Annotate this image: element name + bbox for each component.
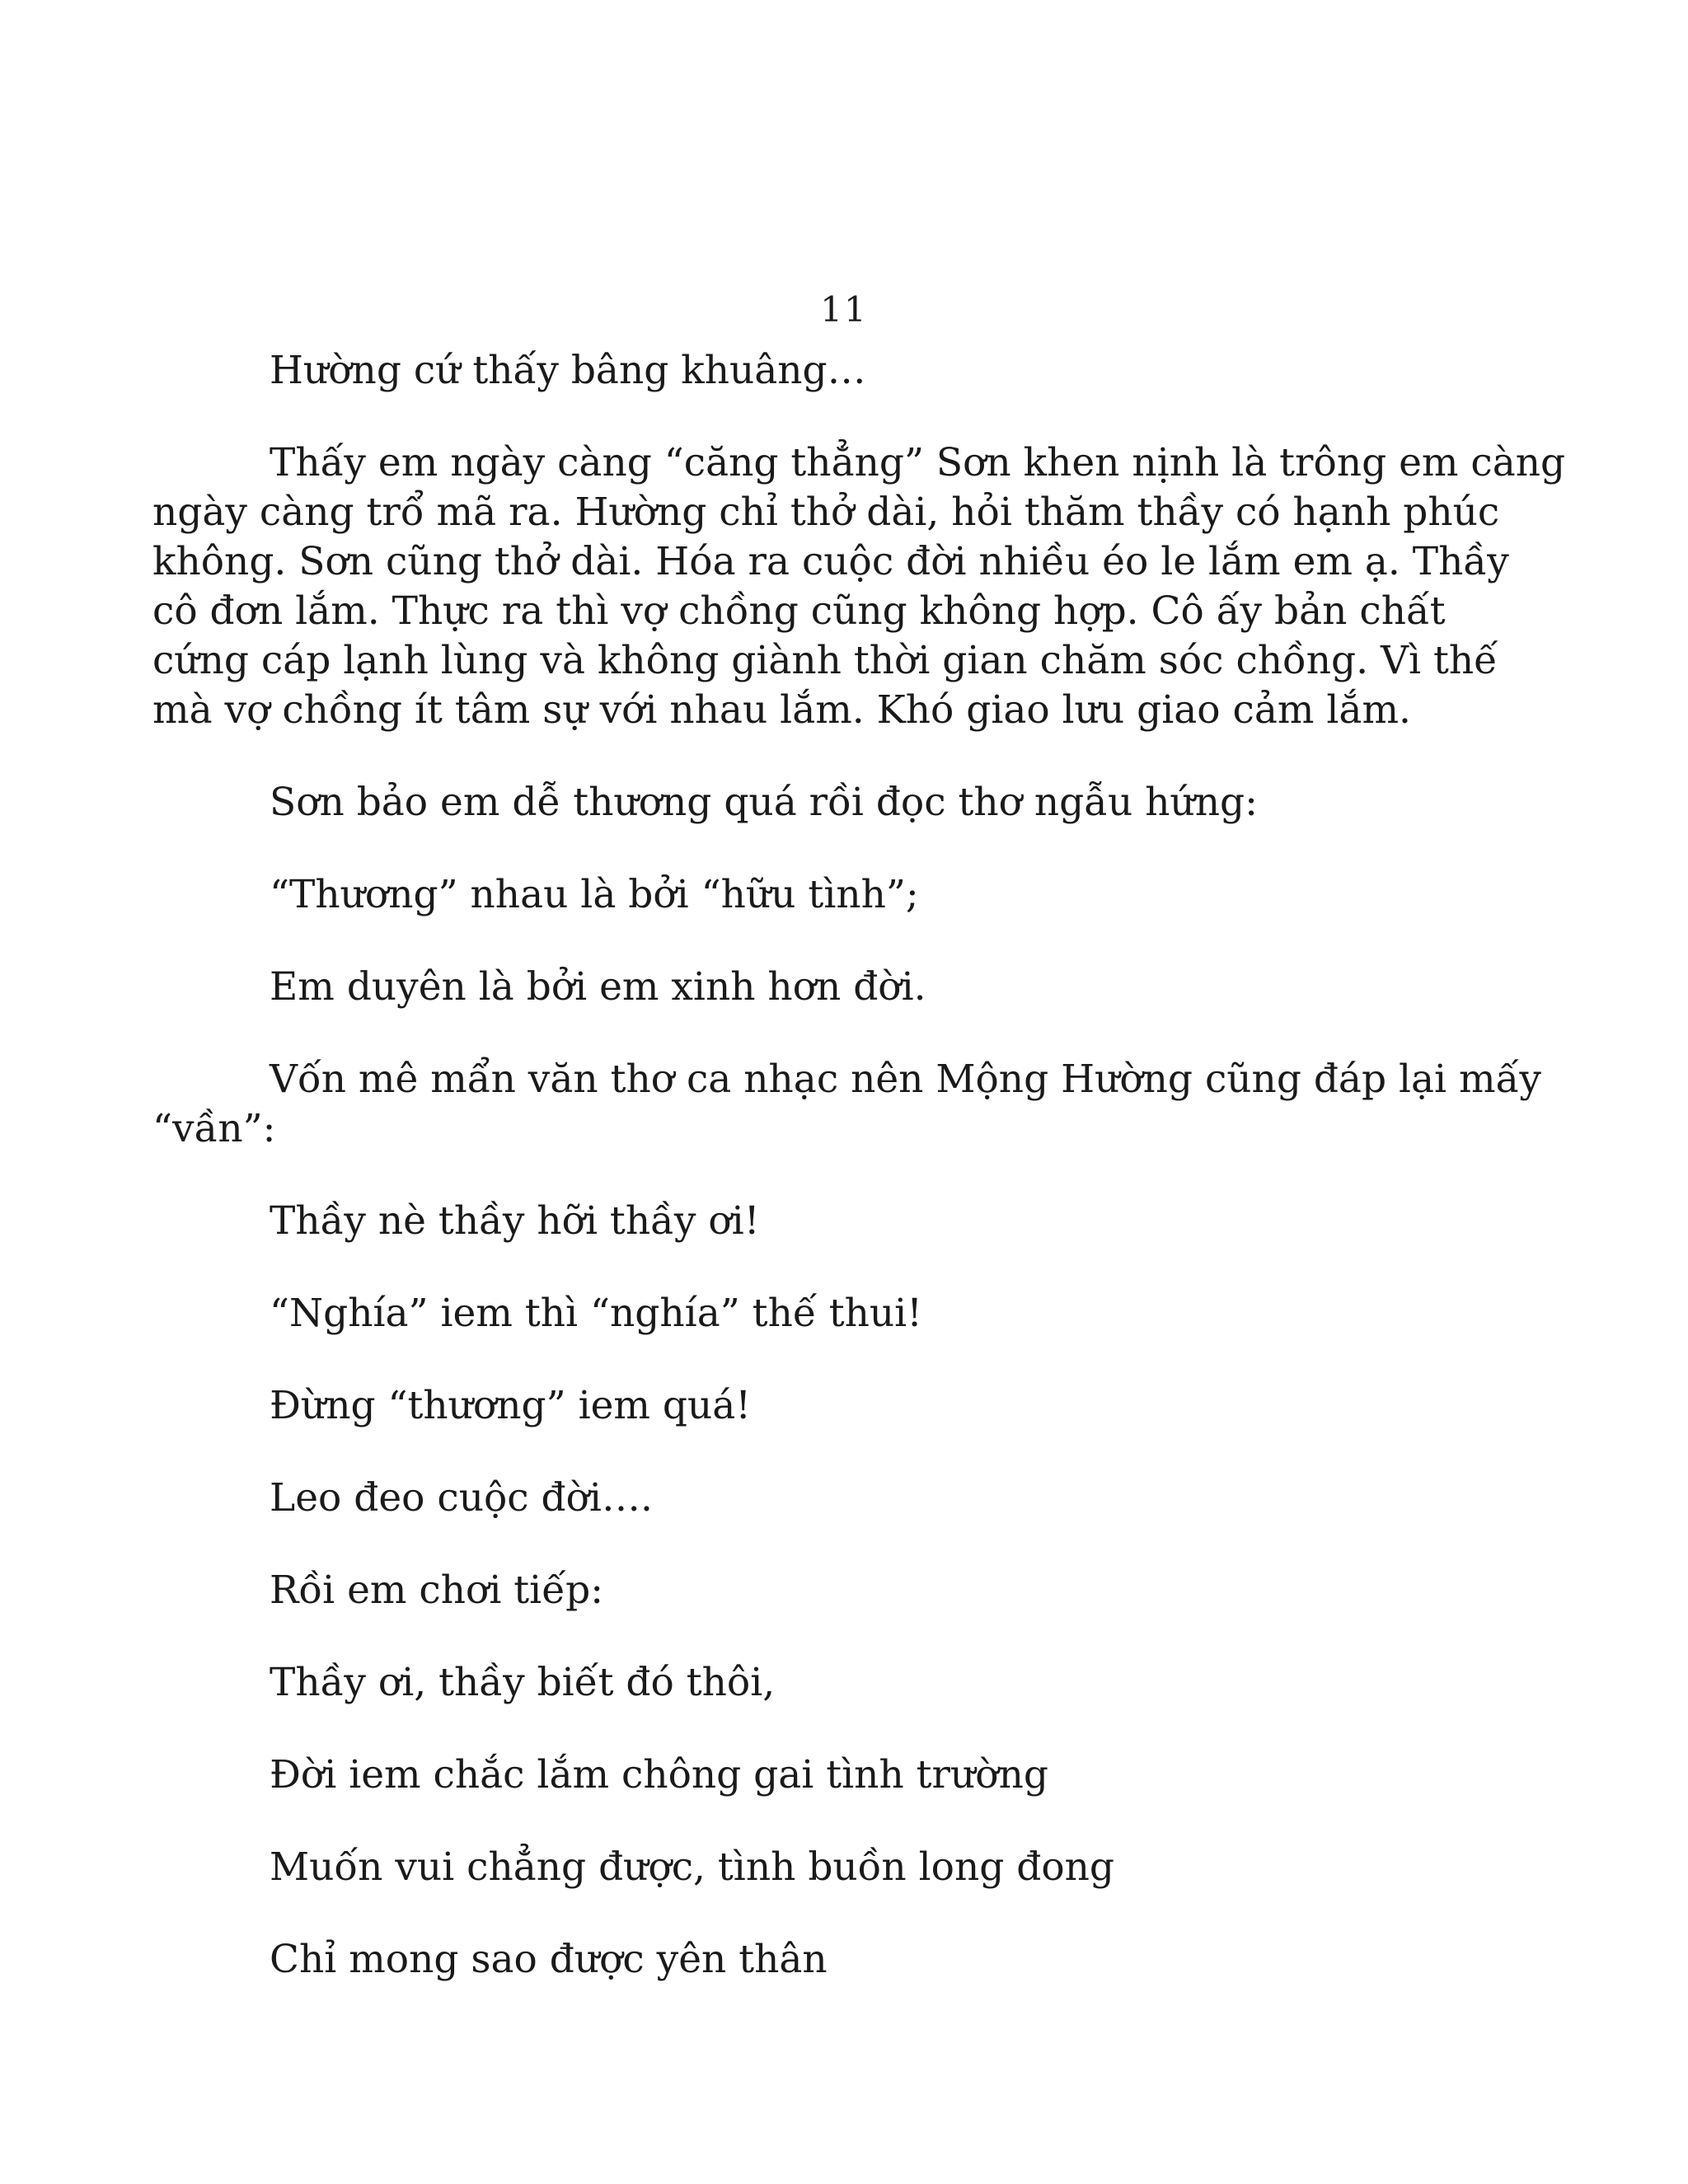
poem-line xyxy=(211,1935,1497,1985)
paragraph xyxy=(152,1055,1541,1154)
text-line: “Thương” nhau là bởi “hữu tình”; xyxy=(270,872,919,917)
poem-line xyxy=(211,1197,1497,1246)
text-line: ngày càng trổ mã ra. Hường chỉ thở dài, hỏi thăm thầy có hạnh phúc xyxy=(152,490,1500,535)
text-line: “Nghía” iem thì “nghía” thế thui! xyxy=(270,1291,923,1336)
text-line: “vần”: xyxy=(152,1106,276,1151)
text-line: Thầy nè thầy hỡi thầy ơi! xyxy=(270,1198,760,1244)
text-line: Thấy em ngày càng “căng thẳng” Sơn khen nịnh là trông em càng xyxy=(270,440,1566,485)
text-line: Rồi em chơi tiếp: xyxy=(270,1568,604,1613)
poem-line xyxy=(211,1843,1497,1892)
text-line: Chỉ mong sao được yên thân xyxy=(270,1937,828,1982)
page-number: 11 xyxy=(820,289,868,330)
poem-line xyxy=(211,1474,1497,1523)
text-line: Leo đeo cuộc đời…. xyxy=(270,1475,653,1521)
text-line: Đừng “thương” iem quá! xyxy=(270,1383,752,1428)
text-line: Vốn mê mẩn văn thơ ca nhạc nên Mộng Hường cũng đáp lại mấy xyxy=(270,1057,1541,1102)
poem-line xyxy=(211,1658,1497,1708)
text-line: cô đơn lắm. Thực ra thì vợ chồng cũng không hợp. Cô ấy bản chất xyxy=(152,588,1446,634)
poem-line xyxy=(211,1750,1497,1800)
paragraph xyxy=(152,438,1566,735)
text-line: Hường cứ thấy bâng khuâng… xyxy=(270,348,866,393)
poem-line xyxy=(211,1381,1497,1431)
text-line: Em duyên là bởi em xinh hơn đời. xyxy=(270,964,926,1010)
paragraph xyxy=(211,778,1497,827)
text-line: không. Sơn cũng thở dài. Hóa ra cuộc đời nhiều éo le lắm em ạ. Thầy xyxy=(152,539,1509,584)
page-body xyxy=(152,346,1566,2027)
text-line: Muốn vui chẳng được, tình buồn long đong xyxy=(270,1844,1115,1890)
poem-line xyxy=(211,870,1497,920)
text-line: Sơn bảo em dễ thương quá rồi đọc thơ ngẫu hứng: xyxy=(270,780,1258,825)
poem-line xyxy=(211,1289,1497,1338)
text-line: cứng cáp lạnh lùng và không giành thời gian chăm sóc chồng. Vì thế xyxy=(152,638,1498,683)
text-line: mà vợ chồng ít tâm sự với nhau lắm. Khó giao lưu giao cảm lắm. xyxy=(152,687,1411,733)
paragraph xyxy=(211,1566,1497,1615)
text-line: Đời iem chắc lắm chông gai tình trường xyxy=(270,1752,1048,1797)
text-line: Thầy ơi, thầy biết đó thôi, xyxy=(270,1660,776,1705)
paragraph xyxy=(211,346,1497,396)
poem-line xyxy=(211,963,1497,1012)
